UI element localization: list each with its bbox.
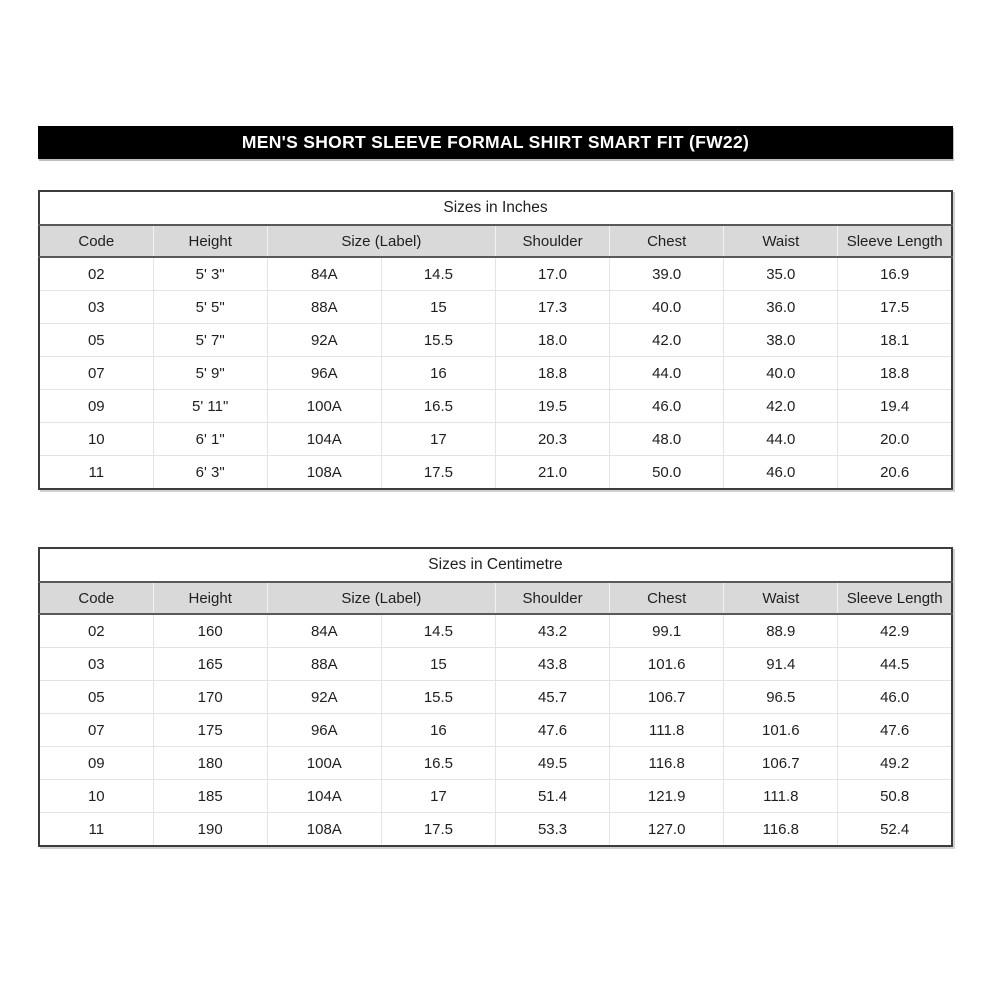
table-cell: 84A — [267, 614, 381, 648]
table-cell: 40.0 — [724, 357, 838, 390]
table-cell: 42.9 — [838, 614, 952, 648]
table-row — [39, 614, 952, 648]
table-row — [39, 423, 952, 456]
table-cell: 07 — [39, 714, 153, 747]
column-header-row — [39, 582, 952, 614]
table-cell: 48.0 — [610, 423, 724, 456]
table-cell: 14.5 — [381, 257, 495, 291]
sizes-in-centimetre-table — [38, 547, 953, 847]
table-cell: 03 — [39, 291, 153, 324]
table-cell: 36.0 — [724, 291, 838, 324]
table-cell: 16 — [381, 357, 495, 390]
column-header-chest: Chest — [610, 582, 724, 614]
table-cell: 05 — [39, 681, 153, 714]
table-cell: 18.8 — [838, 357, 952, 390]
table-cell: 16.9 — [838, 257, 952, 291]
table-cell: 19.5 — [496, 390, 610, 423]
table-cell: 38.0 — [724, 324, 838, 357]
table-cell: 17 — [381, 780, 495, 813]
table-cell: 104A — [267, 780, 381, 813]
table-row — [39, 456, 952, 490]
table-cell: 19.4 — [838, 390, 952, 423]
table-cell: 91.4 — [724, 648, 838, 681]
table-cell: 11 — [39, 456, 153, 490]
column-header-sleeve-length: Sleeve Length — [838, 225, 952, 257]
table-cell: 100A — [267, 390, 381, 423]
table-cell: 16 — [381, 714, 495, 747]
table-cell: 07 — [39, 357, 153, 390]
table-cell: 100A — [267, 747, 381, 780]
table-cell: 44.0 — [724, 423, 838, 456]
column-header-chest: Chest — [610, 225, 724, 257]
table-row — [39, 747, 952, 780]
column-header-code: Code — [39, 225, 153, 257]
table-cell: 18.1 — [838, 324, 952, 357]
table-cell: 50.8 — [838, 780, 952, 813]
table-cell: 106.7 — [724, 747, 838, 780]
table-cell: 46.0 — [610, 390, 724, 423]
table-cell: 165 — [153, 648, 267, 681]
table-cell: 92A — [267, 324, 381, 357]
table-cell: 43.2 — [496, 614, 610, 648]
column-header-waist: Waist — [724, 225, 838, 257]
table-cell: 18.8 — [496, 357, 610, 390]
table-cell: 02 — [39, 257, 153, 291]
table-cell: 16.5 — [381, 747, 495, 780]
table-cell: 5' 7" — [153, 324, 267, 357]
table-cell: 96A — [267, 714, 381, 747]
table-cell: 92A — [267, 681, 381, 714]
sizes-in-inches-table — [38, 190, 953, 490]
table-caption: Sizes in Inches — [39, 191, 952, 225]
table-cell: 6' 3" — [153, 456, 267, 490]
table-cell: 15.5 — [381, 324, 495, 357]
table-cell: 84A — [267, 257, 381, 291]
table-row — [39, 813, 952, 847]
table-cell: 51.4 — [496, 780, 610, 813]
table-cell: 108A — [267, 813, 381, 847]
product-title-banner — [38, 126, 953, 159]
table-cell: 5' 9" — [153, 357, 267, 390]
table-cell: 40.0 — [610, 291, 724, 324]
table-cell: 20.6 — [838, 456, 952, 490]
column-header-size-label: Size (Label) — [267, 582, 495, 614]
table-cell: 16.5 — [381, 390, 495, 423]
table-cell: 88A — [267, 291, 381, 324]
table-row — [39, 681, 952, 714]
table-cell: 127.0 — [610, 813, 724, 847]
column-header-waist: Waist — [724, 582, 838, 614]
table-cell: 20.3 — [496, 423, 610, 456]
column-header-size-label: Size (Label) — [267, 225, 495, 257]
table-row — [39, 390, 952, 423]
table-cell: 09 — [39, 747, 153, 780]
table-cell: 10 — [39, 423, 153, 456]
table-cell: 03 — [39, 648, 153, 681]
table-cell: 49.2 — [838, 747, 952, 780]
table-cell: 17.3 — [496, 291, 610, 324]
table-cell: 14.5 — [381, 614, 495, 648]
table-cell: 15.5 — [381, 681, 495, 714]
table-cell: 190 — [153, 813, 267, 847]
table-caption-row — [39, 548, 952, 582]
table-cell: 175 — [153, 714, 267, 747]
table-cell: 121.9 — [610, 780, 724, 813]
table-row — [39, 324, 952, 357]
table-cell: 116.8 — [610, 747, 724, 780]
table-cell: 11 — [39, 813, 153, 847]
table-cell: 111.8 — [724, 780, 838, 813]
table-cell: 5' 3" — [153, 257, 267, 291]
column-header-height: Height — [153, 582, 267, 614]
table-row — [39, 257, 952, 291]
table-cell: 170 — [153, 681, 267, 714]
table-cell: 17 — [381, 423, 495, 456]
table-cell: 88A — [267, 648, 381, 681]
table-cell: 116.8 — [724, 813, 838, 847]
table-cell: 52.4 — [838, 813, 952, 847]
product-title: MEN'S SHORT SLEEVE FORMAL SHIRT SMART FIT (FW22) — [241, 132, 750, 152]
table-cell: 39.0 — [610, 257, 724, 291]
table-row — [39, 291, 952, 324]
table-cell: 17.5 — [838, 291, 952, 324]
table-cell: 101.6 — [724, 714, 838, 747]
table-cell: 21.0 — [496, 456, 610, 490]
table-cell: 99.1 — [610, 614, 724, 648]
table-cell: 96.5 — [724, 681, 838, 714]
sizes-in-centimetre-body — [39, 614, 952, 846]
table-cell: 35.0 — [724, 257, 838, 291]
table-cell: 46.0 — [838, 681, 952, 714]
table-cell: 96A — [267, 357, 381, 390]
table-cell: 05 — [39, 324, 153, 357]
table-cell: 108A — [267, 456, 381, 490]
table-cell: 111.8 — [610, 714, 724, 747]
table-cell: 09 — [39, 390, 153, 423]
table-cell: 5' 5" — [153, 291, 267, 324]
table-cell: 10 — [39, 780, 153, 813]
table-cell: 101.6 — [610, 648, 724, 681]
table-cell: 106.7 — [610, 681, 724, 714]
table-caption-row — [39, 191, 952, 225]
table-cell: 46.0 — [724, 456, 838, 490]
table-cell: 15 — [381, 291, 495, 324]
table-caption: Sizes in Centimetre — [39, 548, 952, 582]
table-cell: 43.8 — [496, 648, 610, 681]
table-cell: 20.0 — [838, 423, 952, 456]
table-cell: 02 — [39, 614, 153, 648]
column-header-shoulder: Shoulder — [496, 225, 610, 257]
table-row — [39, 357, 952, 390]
sizes-in-inches-body — [39, 257, 952, 489]
table-cell: 180 — [153, 747, 267, 780]
table-cell: 17.0 — [496, 257, 610, 291]
table-cell: 47.6 — [496, 714, 610, 747]
table-row — [39, 714, 952, 747]
column-header-code: Code — [39, 582, 153, 614]
table-cell: 44.5 — [838, 648, 952, 681]
table-cell: 47.6 — [838, 714, 952, 747]
column-header-shoulder: Shoulder — [496, 582, 610, 614]
table-cell: 15 — [381, 648, 495, 681]
table-cell: 5' 11" — [153, 390, 267, 423]
table-cell: 88.9 — [724, 614, 838, 648]
column-header-height: Height — [153, 225, 267, 257]
table-cell: 17.5 — [381, 456, 495, 490]
column-header-row — [39, 225, 952, 257]
table-cell: 42.0 — [724, 390, 838, 423]
table-row — [39, 648, 952, 681]
table-cell: 185 — [153, 780, 267, 813]
table-cell: 18.0 — [496, 324, 610, 357]
table-cell: 17.5 — [381, 813, 495, 847]
table-cell: 53.3 — [496, 813, 610, 847]
table-cell: 6' 1" — [153, 423, 267, 456]
table-cell: 160 — [153, 614, 267, 648]
table-cell: 45.7 — [496, 681, 610, 714]
column-header-sleeve-length: Sleeve Length — [838, 582, 952, 614]
table-row — [39, 780, 952, 813]
table-cell: 49.5 — [496, 747, 610, 780]
table-cell: 44.0 — [610, 357, 724, 390]
table-cell: 42.0 — [610, 324, 724, 357]
table-cell: 104A — [267, 423, 381, 456]
table-cell: 50.0 — [610, 456, 724, 490]
